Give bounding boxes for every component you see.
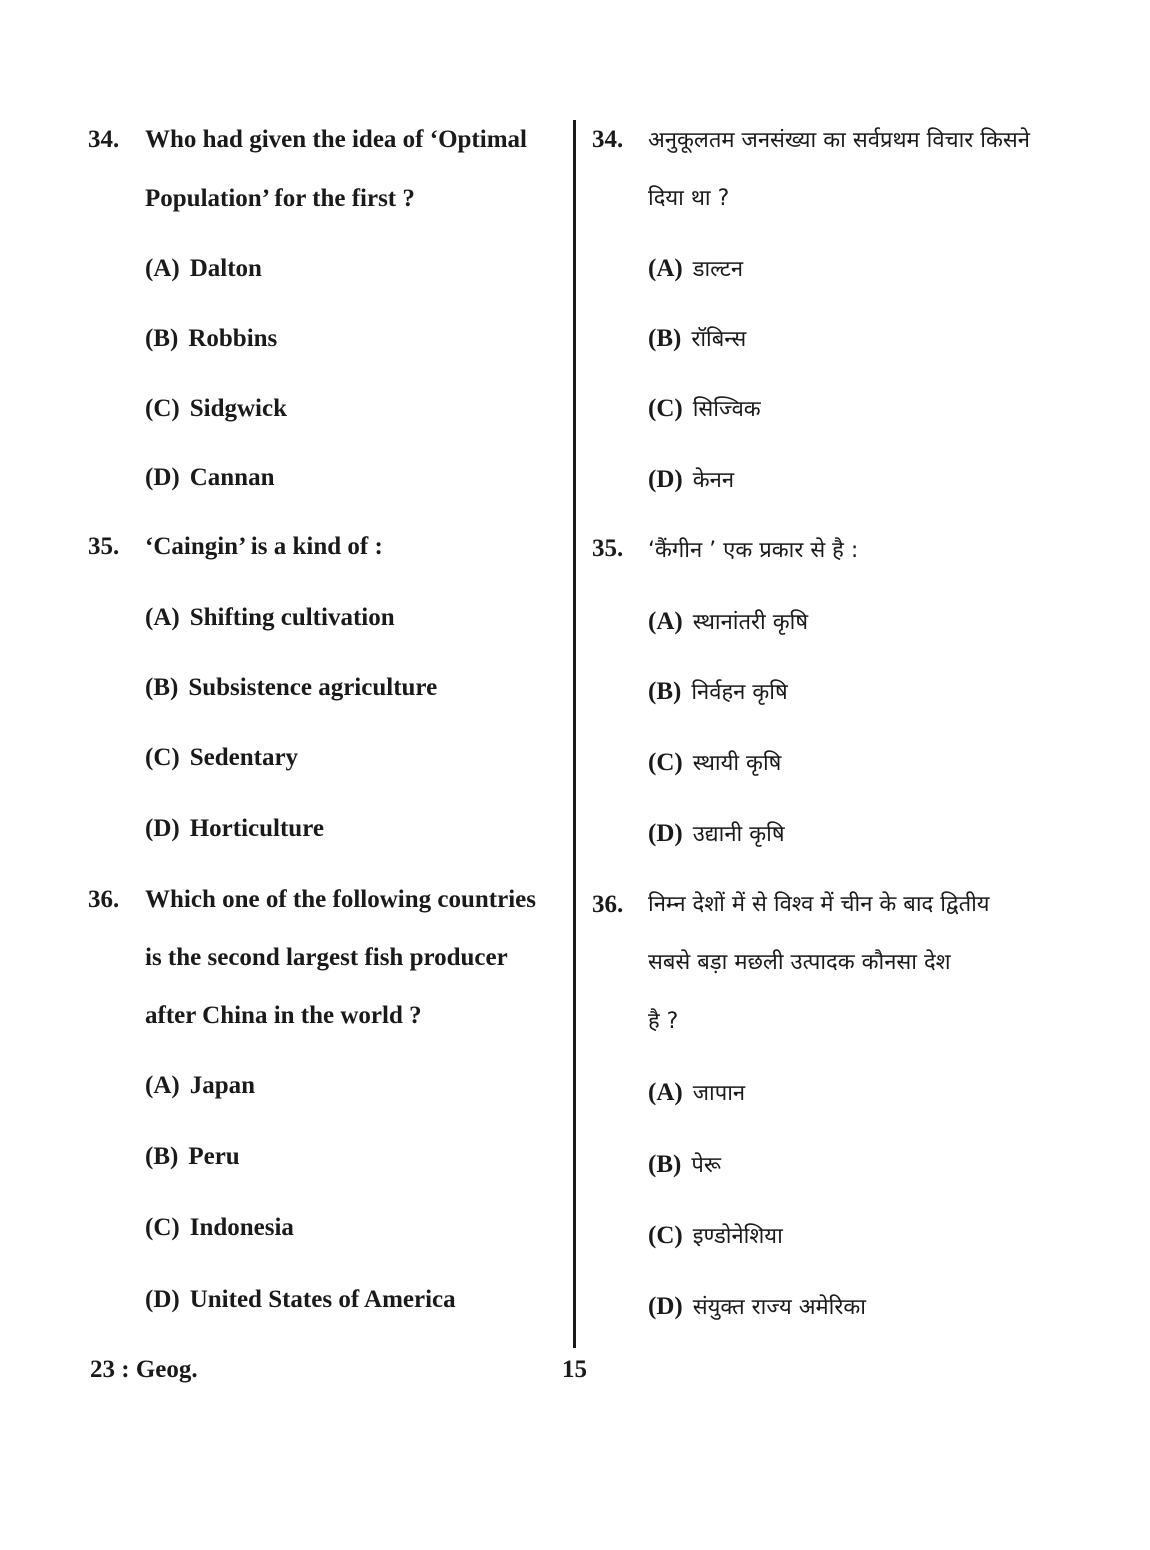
- question-text-line: निम्न देशों में से विश्व में चीन के बाद द्वितीय: [648, 892, 990, 917]
- question-text-line: is the second largest fish producer: [145, 944, 508, 971]
- question-number: 35.: [88, 533, 120, 560]
- question-text-line: Population’ for the first ?: [145, 185, 415, 212]
- option-d: (D) उद्यानी कृषि: [648, 820, 785, 847]
- option-a: (A) Dalton: [145, 255, 262, 282]
- option-b: (B) रॉबिन्स: [648, 325, 747, 352]
- option-b: (B) Subsistence agriculture: [145, 674, 438, 701]
- column-divider: [573, 120, 576, 1348]
- option-b: (B) Peru: [145, 1143, 240, 1170]
- option-d: (D) केनन: [648, 466, 735, 493]
- question-text-line: Which one of the following countries: [145, 886, 536, 913]
- option-c: (C) स्थायी कृषि: [648, 749, 782, 776]
- question-text-line: ‘कैंगीन ’ एक प्रकार से है :: [648, 538, 859, 563]
- option-b: (B) निर्वहन कृषि: [648, 678, 788, 705]
- question-number: 34.: [592, 126, 624, 153]
- option-b: (B) Robbins: [145, 325, 278, 352]
- question-text-line: after China in the world ?: [145, 1002, 422, 1029]
- option-a: (A) जापान: [648, 1079, 746, 1106]
- option-a: (A) स्थानांतरी कृषि: [648, 608, 809, 635]
- option-b: (B) पेरू: [648, 1151, 721, 1178]
- option-d: (D) Horticulture: [145, 815, 324, 842]
- option-c: (C) Sedentary: [145, 744, 299, 771]
- option-a: (A) Japan: [145, 1072, 256, 1099]
- question-number: 34.: [88, 126, 120, 153]
- question-number: 35.: [592, 535, 624, 562]
- question-number: 36.: [88, 886, 120, 913]
- option-d: (D) Cannan: [145, 464, 275, 491]
- option-d: (D) United States of America: [145, 1286, 456, 1313]
- question-text-line: सबसे बड़ा मछली उत्पादक कौनसा देश: [648, 950, 951, 975]
- option-c: (C) Sidgwick: [145, 395, 287, 422]
- question-text-line: अनुकूलतम जनसंख्या का सर्वप्रथम विचार किसने: [648, 128, 1030, 153]
- option-c: (C) सिज्विक: [648, 395, 761, 422]
- question-text-line: ‘Caingin’ is a kind of :: [145, 533, 383, 560]
- option-c: (C) Indonesia: [145, 1214, 294, 1241]
- question-text-line: दिया था ?: [648, 186, 730, 211]
- option-d: (D) संयुक्त राज्य अमेरिका: [648, 1293, 866, 1320]
- paper-code: 23 : Geog.: [90, 1356, 198, 1383]
- question-number: 36.: [592, 891, 624, 918]
- option-c: (C) इण्डोनेशिया: [648, 1222, 783, 1249]
- option-a: (A) डाल्टन: [648, 255, 744, 282]
- question-text-line: है ?: [648, 1009, 679, 1034]
- option-a: (A) Shifting cultivation: [145, 604, 395, 631]
- question-text-line: Who had given the idea of ‘Optimal: [145, 126, 527, 153]
- page-number: 15: [562, 1356, 587, 1383]
